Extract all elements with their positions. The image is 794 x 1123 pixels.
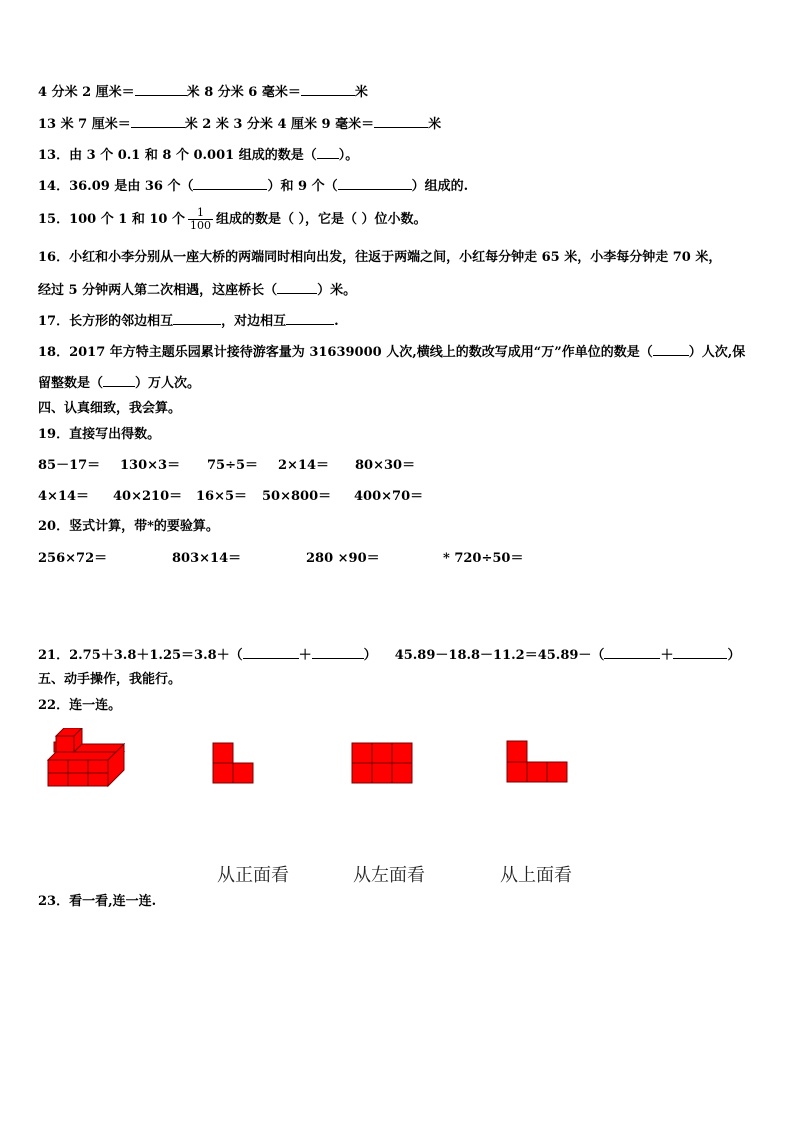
answer-blank[interactable] <box>673 645 727 659</box>
section-5-heading: 五、动手操作，我能行。 <box>38 672 182 687</box>
question-13: 13．由 3 个 0.1 和 8 个 0.001 组成的数是（ ）。 <box>38 145 358 165</box>
math-item: 80×30＝ <box>355 458 416 473</box>
answer-blank[interactable] <box>135 82 187 96</box>
question-19: 19．直接写出得数。 <box>38 427 161 442</box>
question-17: 17．长方形的邻边相互 ，对边相互 . <box>38 311 339 331</box>
question-15: 15．100 个 1 和 10 个 $\frac{1}{100}$ 组成的数是（ ），它是（ ）位小数。 <box>38 206 427 232</box>
question-23: 23．看一看,连一连. <box>38 894 157 909</box>
answer-blank[interactable] <box>653 342 689 356</box>
answer-blank[interactable] <box>173 311 221 325</box>
question-18-line-1: 18．2017 年方特主题乐园累计接待游客量为 31639000 人次,横线上的数改写成用“万”作单位的数是（ ）人次,保 <box>38 342 745 362</box>
answer-blank[interactable] <box>338 176 412 190</box>
section-4-heading: 四、认真细致，我会算。 <box>38 401 182 416</box>
answer-blank[interactable] <box>301 82 355 96</box>
label-front-view[interactable]: 从正面看 <box>217 865 289 886</box>
math-item: 75÷5＝ <box>207 458 259 473</box>
math-item: 803×14＝ <box>172 551 242 566</box>
answer-blank[interactable] <box>312 645 364 659</box>
answer-blank[interactable] <box>277 280 317 294</box>
conversion-line-2: 13 米 7 厘米＝ 米 2 米 3 分米 4 厘米 9 毫米＝ 米 <box>38 114 441 134</box>
conversion-line-1: 4 分米 2 厘米＝ 米 8 分米 6 毫米＝ 米 <box>38 82 368 102</box>
math-item: 85－17＝ <box>38 458 101 473</box>
cube-stack-3d[interactable] <box>44 728 128 792</box>
view-shape-l[interactable] <box>212 742 256 784</box>
label-left-view[interactable]: 从左面看 <box>353 865 425 886</box>
question-20: 20．竖式计算，带*的要验算。 <box>38 519 219 534</box>
math-item: 130×3＝ <box>120 458 181 473</box>
view-shape-grid[interactable] <box>351 742 413 784</box>
answer-blank[interactable] <box>374 114 428 128</box>
math-item: 4×14＝ <box>38 489 90 504</box>
answer-blank[interactable] <box>317 145 339 159</box>
math-item: 50×800＝ <box>262 489 332 504</box>
answer-blank[interactable] <box>604 645 660 659</box>
label-top-view[interactable]: 从上面看 <box>500 865 572 886</box>
fraction: $\frac{1}{100}$ <box>190 206 211 232</box>
question-22: 22．连一连。 <box>38 698 122 713</box>
math-item: 280 ×90＝ <box>306 551 380 566</box>
answer-blank[interactable] <box>131 114 185 128</box>
q20-row <box>0 550 794 568</box>
math-item: 400×70＝ <box>354 489 424 504</box>
question-21: 21．2.75＋3.8＋1.25＝3.8＋（ ＋ ） 45.89－18.8－11.2＝45.89－（ ＋ ） <box>38 645 740 665</box>
answer-blank[interactable] <box>103 373 135 387</box>
question-16-line-2: 经过 5 分钟两人第二次相遇，这座桥长（ ）米。 <box>38 280 356 300</box>
math-item: 256×72＝ <box>38 551 108 566</box>
view-shape-long-l[interactable] <box>506 740 570 784</box>
answer-blank[interactable] <box>286 311 334 325</box>
math-item: 40×210＝ <box>113 489 183 504</box>
answer-blank[interactable] <box>243 645 299 659</box>
math-item: 2×14＝ <box>278 458 330 473</box>
question-18-line-2: 留整数是（ ）万人次。 <box>38 373 200 393</box>
answer-blank[interactable] <box>193 176 267 190</box>
math-item: 16×5＝ <box>196 489 248 504</box>
question-16-line-1: 16．小红和小李分别从一座大桥的两端同时相向出发，往返于两端之间，小红每分钟走 65 米，小李每分钟走 70 米， <box>38 250 722 265</box>
q19-row-1 <box>0 457 794 475</box>
q19-row-2 <box>0 488 794 506</box>
math-item: * 720÷50＝ <box>443 551 524 566</box>
question-14: 14．36.09 是由 36 个（ ）和 9 个（ ）组成的. <box>38 176 468 196</box>
